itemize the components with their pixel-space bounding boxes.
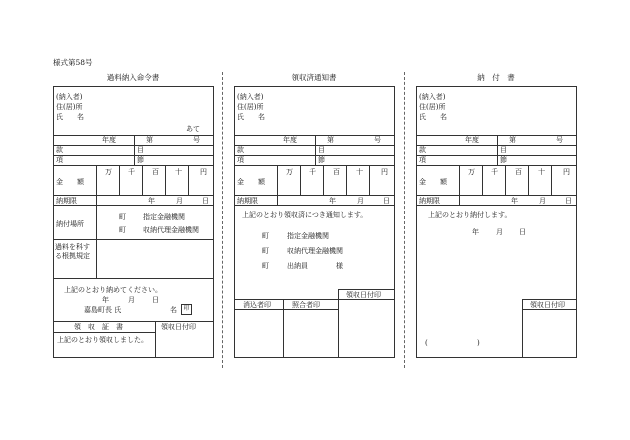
receipt-text: 上記のとおり領収しました。 (57, 336, 148, 344)
stamp-check-label: 照合者印 (292, 301, 320, 309)
section-label: 第 (327, 136, 334, 144)
deadline-label: 納期限 (237, 197, 258, 205)
request-text: 上記のとおり納めてください。 (64, 286, 162, 294)
place-line2-town: 町 (119, 226, 126, 234)
section-label: 第 (509, 136, 516, 144)
digit-hyaku: 百 (152, 168, 159, 176)
setsu-label: 節 (137, 156, 144, 164)
number-label: 号 (193, 136, 200, 144)
digit-man: 万 (286, 168, 293, 176)
digit-en: 円 (200, 168, 207, 176)
payer-label: (納入者) (237, 93, 264, 101)
number-label: 号 (556, 136, 563, 144)
digit-hyaku: 百 (333, 168, 340, 176)
panel2-title: 領収済通知書 (291, 73, 337, 82)
addressee-label: あて (186, 125, 200, 133)
digit-sen: 千 (491, 168, 498, 176)
kan-label: 款 (419, 146, 426, 154)
line2-town: 町 (262, 247, 269, 255)
receipt-title: 領 収 証 書 (74, 323, 123, 331)
deadline-year: 年 (148, 197, 155, 205)
amount-label: 金 額 (419, 178, 447, 186)
moku-label: 目 (318, 146, 325, 154)
stamp-date-label: 領収日付印 (346, 291, 381, 299)
date-year: 年 (102, 296, 109, 304)
amount-label: 金 額 (237, 178, 265, 186)
panel3-frame (416, 86, 577, 358)
deadline-day: 日 (383, 197, 390, 205)
bracket-open: ( (425, 339, 428, 347)
year-label: 年度 (283, 136, 297, 144)
year-label: 年度 (102, 136, 116, 144)
line3-sama: 様 (336, 262, 343, 270)
place-line2-inst: 収納代理金融機関 (143, 226, 199, 234)
kou-label: 項 (419, 156, 426, 164)
deadline-label: 納期限 (419, 197, 440, 205)
digit-en: 円 (563, 168, 570, 176)
digit-juu: 十 (356, 168, 363, 176)
deadline-label: 納期限 (56, 197, 77, 205)
kou-label: 項 (237, 156, 244, 164)
deadline-month: 月 (539, 197, 546, 205)
digit-sen: 千 (128, 168, 135, 176)
line2-inst: 収納代理金融機関 (287, 247, 343, 255)
name-label: 氏 名 (56, 113, 84, 121)
name-label: 氏 名 (419, 113, 447, 121)
name-label: 氏 名 (237, 113, 265, 121)
payer-label: (納入者) (419, 93, 446, 101)
kan-label: 款 (237, 146, 244, 154)
deadline-day: 日 (202, 197, 209, 205)
date-year: 年 (472, 228, 479, 236)
stamp-transfer-label: 消込者印 (243, 301, 271, 309)
place-line1-inst: 指定金融機関 (143, 213, 185, 221)
notice-text: 上記のとおり領収済につき通知します。 (242, 211, 368, 219)
pay-text: 上記のとおり納付します。 (428, 211, 512, 219)
digit-en: 円 (381, 168, 388, 176)
stamp-date-label: 領収日付印 (530, 301, 565, 309)
receipt-stamp: 領収日付印 (161, 323, 196, 331)
digit-juu: 十 (538, 168, 545, 176)
address-label: 住(居)所 (237, 103, 264, 111)
line3-town: 町 (262, 262, 269, 270)
line1-town: 町 (262, 232, 269, 240)
date-day: 日 (519, 228, 526, 236)
digit-juu: 十 (175, 168, 182, 176)
deadline-year: 年 (511, 197, 518, 205)
panel1-title: 過料納入命令書 (106, 73, 160, 82)
bracket-close: ) (477, 339, 480, 347)
digit-hyaku: 百 (515, 168, 522, 176)
date-month: 月 (496, 228, 503, 236)
form-number: 様式第58号 (53, 58, 93, 67)
setsu-label: 節 (500, 156, 507, 164)
seal-box: 印 (181, 304, 192, 315)
line1-inst: 指定金融機関 (287, 232, 329, 240)
date-day: 日 (152, 296, 159, 304)
section-label: 第 (146, 136, 153, 144)
digit-man: 万 (468, 168, 475, 176)
payer-label: (納入者) (56, 93, 83, 101)
place-label: 納付場所 (56, 220, 84, 228)
address-label: 住(居)所 (56, 103, 83, 111)
digit-sen: 千 (309, 168, 316, 176)
basis-label: 過料を科する根拠規定 (55, 243, 90, 260)
line3-inst: 出納員 (287, 262, 308, 270)
year-label: 年度 (465, 136, 479, 144)
deadline-month: 月 (357, 197, 364, 205)
separator-1 (222, 72, 223, 368)
panel3-title: 納 付 書 (477, 73, 515, 82)
deadline-month: 月 (176, 197, 183, 205)
setsu-label: 節 (318, 156, 325, 164)
number-label: 号 (374, 136, 381, 144)
moku-label: 目 (500, 146, 507, 154)
kan-label: 款 (56, 146, 63, 154)
kou-label: 項 (56, 156, 63, 164)
moku-label: 目 (137, 146, 144, 154)
panel2-frame (234, 86, 395, 358)
place-line1-town: 町 (119, 213, 126, 221)
mayor-name: 名 (170, 306, 177, 314)
deadline-day: 日 (565, 197, 572, 205)
deadline-year: 年 (329, 197, 336, 205)
separator-2 (404, 72, 405, 368)
digit-man: 万 (105, 168, 112, 176)
address-label: 住(居)所 (419, 103, 446, 111)
date-month: 月 (128, 296, 135, 304)
mayor-label: 嘉島町長 氏 (84, 306, 122, 314)
amount-label: 金 額 (56, 178, 84, 186)
